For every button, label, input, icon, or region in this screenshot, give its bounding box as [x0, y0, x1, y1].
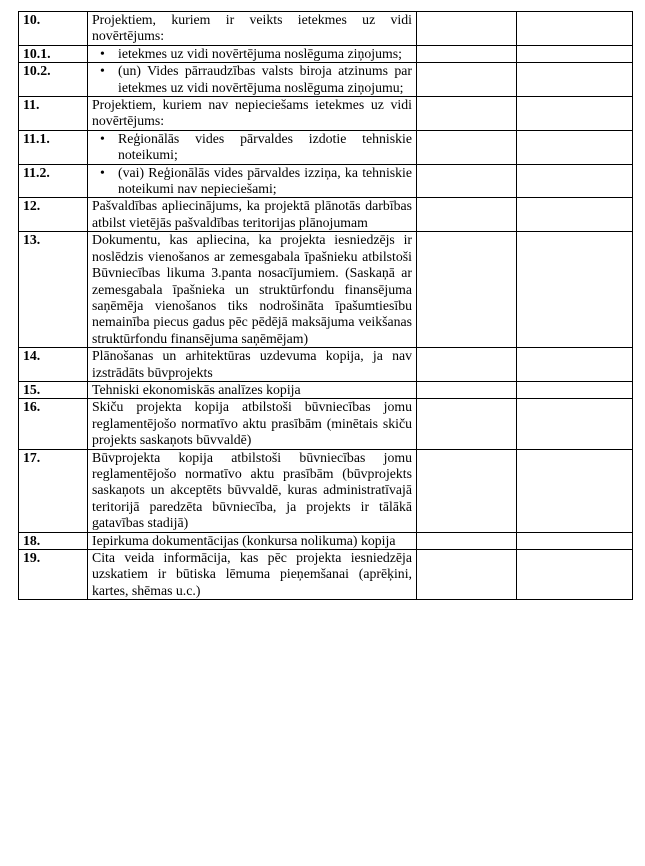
empty-cell-b — [517, 550, 633, 600]
empty-cell-b — [517, 198, 633, 232]
item-description: Projektiem, kuriem nav nepieciešams ietekmes uz vidi novērtējums: — [92, 97, 412, 129]
item-description-cell — [88, 449, 417, 532]
empty-cell-b — [517, 12, 633, 46]
item-description-cell — [88, 130, 417, 164]
item-description: Iepirkuma dokumentācijas (konkursa nolikuma) kopija — [92, 532, 396, 548]
empty-cell-b — [517, 232, 633, 348]
empty-cell-a — [417, 381, 517, 398]
table-row — [19, 348, 633, 382]
item-description: Dokumentu, kas apliecina, ka projekta iesniedzējs ir noslēdzis vienošanos ar zemesgabala īpašnieku atbilstoši Būvniecības likuma 3.panta nosacījumiem. (Saskaņā ar zemesgabala īpašnieka un struktūrfondu finansējuma saņēmēja vienošanos tiks nodrošināta īpašumtiesību nemainība piecus gadus pēc pēdējā maksājuma veikšanas struktūrfondu finansējuma saņēmējam) — [92, 232, 412, 346]
item-description-cell — [88, 532, 417, 549]
item-description-cell — [88, 164, 417, 198]
empty-cell-a — [417, 232, 517, 348]
empty-cell-a — [417, 45, 517, 62]
table-row — [19, 63, 633, 97]
item-description: Tehniski ekonomiskās analīzes kopija — [92, 381, 301, 397]
empty-cell-a — [417, 532, 517, 549]
empty-cell-a — [417, 130, 517, 164]
empty-cell-a — [417, 63, 517, 97]
item-number: 11. — [19, 97, 88, 131]
table-row — [19, 399, 633, 449]
table-row — [19, 97, 633, 131]
empty-cell-b — [517, 381, 633, 398]
item-description: (un) Vides pārraudzības valsts biroja atzinums par ietekmes uz vidi novērtējuma noslēguma ziņojumu; — [118, 63, 412, 95]
empty-cell-b — [517, 532, 633, 549]
item-description-cell — [88, 198, 417, 232]
item-number: 11.2. — [19, 164, 88, 198]
table-row — [19, 130, 633, 164]
empty-cell-a — [417, 198, 517, 232]
bullet-item — [92, 63, 412, 96]
empty-cell-a — [417, 12, 517, 46]
table-row — [19, 164, 633, 198]
item-description-cell — [88, 399, 417, 449]
empty-cell-b — [517, 45, 633, 62]
item-description: Būvprojekta kopija atbilstoši būvniecības jomu reglamentējošo normatīvo aktu prasībām (būvprojekts saskaņots un akceptēts būvvaldē, kuras administratīvajā teritorijā paredzēta būvniecība, ja projekts ir tālākā gatavības stadijā) — [92, 449, 412, 531]
table-row — [19, 12, 633, 46]
empty-cell-a — [417, 348, 517, 382]
table-row — [19, 232, 633, 348]
item-description: Cita veida informācija, kas pēc projekta iesniedzēja uzskatiem ir būtiska lēmuma pieņemšanai (aprēķini, kartes, shēmas u.c.) — [92, 550, 412, 598]
item-number: 10.1. — [19, 45, 88, 62]
item-description-cell — [88, 550, 417, 600]
empty-cell-a — [417, 164, 517, 198]
empty-cell-b — [517, 348, 633, 382]
item-description: Skiču projekta kopija atbilstoši būvniecības jomu reglamentējošo normatīvo aktu prasībām (minētais skiču projekts saskaņots būvvaldē) — [92, 399, 412, 448]
item-description: Plānošanas un arhitektūras uzdevuma kopija, ja nav izstrādāts būvprojekts — [92, 348, 412, 380]
item-number: 10.2. — [19, 63, 88, 97]
bullet-icon: • — [100, 63, 105, 79]
item-description-cell — [88, 348, 417, 382]
empty-cell-a — [417, 97, 517, 131]
item-number: 10. — [19, 12, 88, 46]
bullet-item — [92, 46, 412, 62]
table-row — [19, 449, 633, 532]
item-description-cell — [88, 63, 417, 97]
bullet-item — [92, 131, 412, 164]
empty-cell-b — [517, 97, 633, 131]
item-number: 15. — [19, 381, 88, 398]
bullet-icon: • — [100, 130, 105, 146]
item-number: 19. — [19, 550, 88, 600]
empty-cell-a — [417, 550, 517, 600]
bullet-icon: • — [100, 164, 105, 180]
item-number: 16. — [19, 399, 88, 449]
empty-cell-b — [517, 164, 633, 198]
item-description-cell — [88, 12, 417, 46]
item-description: ietekmes uz vidi novērtējuma noslēguma ziņojums; — [118, 45, 402, 61]
item-description-cell — [88, 97, 417, 131]
item-number: 12. — [19, 198, 88, 232]
item-description-cell — [88, 232, 417, 348]
item-number: 11.1. — [19, 130, 88, 164]
table-row — [19, 532, 633, 549]
item-description-cell — [88, 45, 417, 62]
bullet-item — [92, 165, 412, 198]
table-row — [19, 381, 633, 398]
table-body — [19, 12, 633, 600]
bullet-icon: • — [100, 45, 105, 61]
item-description: Projektiem, kuriem ir veikts ietekmes uz vidi novērtējums: — [92, 12, 412, 44]
empty-cell-b — [517, 130, 633, 164]
empty-cell-b — [517, 449, 633, 532]
table-row — [19, 198, 633, 232]
item-description: Pašvaldības apliecinājums, ka projektā plānotās darbības atbilst vietējās pašvaldības teritorijas plānojumam — [92, 198, 412, 230]
item-description-cell — [88, 381, 417, 398]
empty-cell-a — [417, 449, 517, 532]
empty-cell-b — [517, 63, 633, 97]
requirements-table — [18, 11, 633, 600]
item-number: 18. — [19, 532, 88, 549]
table-row — [19, 45, 633, 62]
item-description: (vai) Reģionālās vides pārvaldes izziņa, ka tehniskie noteikumi nav nepieciešami; — [118, 164, 412, 197]
table-row — [19, 550, 633, 600]
item-number: 13. — [19, 232, 88, 348]
empty-cell-a — [417, 399, 517, 449]
item-number: 17. — [19, 449, 88, 532]
item-description: Reģionālās vides pārvaldes izdotie tehniskie noteikumi; — [118, 130, 412, 163]
item-number: 14. — [19, 348, 88, 382]
empty-cell-b — [517, 399, 633, 449]
